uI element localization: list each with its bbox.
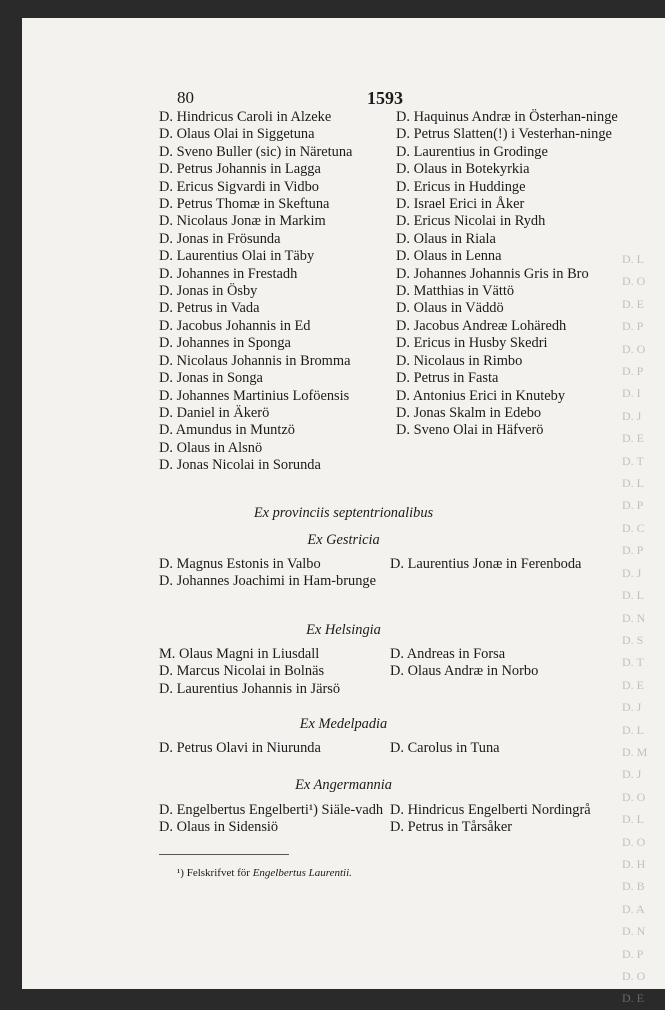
list-item: D. Petrus in Vada	[159, 300, 260, 317]
list-item: D. Olaus in Alsnö	[159, 439, 263, 456]
bleed-line: D. I	[622, 386, 641, 401]
list-item: D. Hindricus Engelberti Nordingrå	[390, 802, 591, 818]
list-item: D. Petrus in Tårsåker	[390, 819, 513, 836]
list-item: D. Johannes Johannis Gris in Bro	[396, 265, 589, 282]
list-item: D. Petrus Olavi in Niurunda	[159, 740, 321, 756]
bleed-line: D. E	[622, 991, 644, 1006]
bleed-line: D. N	[622, 610, 646, 625]
bleed-line: D. P	[622, 946, 644, 961]
medelpadia-left-list	[159, 740, 384, 757]
list-item: D. Petrus Johannis in Lagga	[159, 161, 321, 178]
list-item: D. Jonas in Frösunda	[159, 230, 281, 247]
list-item: D. Petrus in Fasta	[396, 370, 499, 387]
list-item: D. Laurentius in Grodinge	[396, 143, 548, 160]
list-item: D. Engelbertus Engelberti¹) Siäle-vadh	[159, 802, 384, 818]
list-item: D. Carolus in Tuna	[390, 740, 500, 756]
list-item: D. Sveno Buller (sic) in Näretuna	[159, 143, 353, 160]
bleed-line: D. O	[622, 969, 646, 983]
list-item: D. Antonius Erici in Knuteby	[396, 387, 566, 404]
bleed-line: D. A	[622, 901, 645, 916]
bleed-line: D. S	[622, 632, 644, 647]
bleed-line: D. O	[622, 834, 646, 849]
list-item: D. Israel Erici in Åker	[396, 196, 525, 213]
list-item: D. Jonas in Ösby	[159, 283, 258, 300]
list-item: D. Laurentius Johannis in Järsö	[159, 680, 341, 697]
list-item: D. Petrus Slatten(!) i Vesterhan-ninge	[396, 126, 612, 143]
bleed-line: D. O	[622, 341, 646, 356]
bleed-line: D. E	[622, 431, 644, 446]
list-item: D. Ericus Nicolai in Rydh	[396, 213, 546, 230]
list-item: M. Olaus Magni in Liusdall	[159, 646, 320, 662]
page-year-heading: 1593	[367, 88, 403, 108]
bleed-line: D. L	[622, 812, 644, 827]
bleed-line: D. P	[622, 364, 644, 379]
bleed-line: D. J	[622, 767, 642, 782]
gestricia-left-list	[159, 556, 384, 591]
page-number: 80	[177, 88, 194, 107]
bleed-line: D. L	[622, 722, 644, 737]
footnote-italic: Engelbertus Laurentii.	[252, 867, 352, 879]
list-item: D. Haquinus Andræ in Österhan-ninge	[396, 109, 618, 125]
list-item: D. Andreas in Forsa	[390, 646, 506, 662]
list-item: D. Hindricus Caroli in Alzeke	[159, 109, 332, 125]
footnote-text: Felskrifvet för	[186, 867, 250, 879]
gestricia-heading: Ex Gestricia	[307, 532, 380, 548]
bleed-line: D. T	[622, 655, 644, 670]
list-item: D. Magnus Estonis in Valbo	[159, 556, 321, 572]
helsingia-right-list	[390, 646, 650, 681]
footnote-marker: ¹)	[177, 867, 184, 879]
bleed-line: D. P	[622, 498, 644, 513]
list-item: D. Sveno Olai in Häfverö	[396, 422, 544, 439]
helsingia-heading: Ex Helsingia	[306, 622, 381, 638]
list-item: D. Johannes Martinius Loföensis	[159, 387, 350, 404]
list-item: D. Laurentius Olai in Täby	[159, 248, 315, 265]
main-section-heading: Ex provinciis septentrionalibus	[253, 505, 434, 521]
bleed-line: D. E	[622, 296, 644, 311]
list-item: D. Ericus in Husby Skedri	[396, 335, 548, 352]
list-item: D. Olaus in Sidensiö	[159, 819, 279, 836]
list-item: D. Jonas Nicolai in Sorunda	[159, 457, 321, 474]
list-item: D. Nicolaus Johannis in Bromma	[159, 352, 351, 369]
medelpadia-right-list	[390, 740, 650, 757]
bleed-line: D. L	[622, 252, 644, 266]
list-item: D. Nicolaus in Rimbo	[396, 352, 523, 369]
list-item: D. Johannes Joachimi in Ham-brunge	[159, 573, 377, 590]
angermannia-right-list	[390, 802, 650, 837]
list-item: D. Nicolaus Jonæ in Markim	[159, 213, 326, 230]
list-item: D. Jonas in Songa	[159, 370, 263, 387]
list-item: D. Olaus Olai in Siggetuna	[159, 126, 315, 143]
list-item: D. Jonas Skalm in Edebo	[396, 404, 542, 421]
list-item: D. Johannes in Frestadh	[159, 265, 298, 282]
list-item: D. Matthias in Vättö	[396, 283, 515, 300]
list-item: D. Ericus Sigvardi in Vidbo	[159, 178, 319, 195]
list-item: D. Jacobus Johannis in Ed	[159, 317, 311, 334]
bleed-line: D. O	[622, 789, 646, 804]
left-column-list	[159, 109, 384, 475]
bleed-line: D. P	[622, 319, 644, 334]
bleed-line: D. B	[622, 879, 645, 894]
angermannia-left-list	[159, 802, 384, 837]
bleed-line: D. C	[622, 520, 645, 535]
bleed-line: D. M	[622, 744, 648, 759]
list-item: D. Marcus Nicolai in Bolnäs	[159, 663, 325, 680]
footnote	[177, 867, 352, 879]
list-item: D. Petrus Thomæ in Skeftuna	[159, 196, 330, 213]
book-page	[22, 18, 665, 1006]
gestricia-right-list	[390, 556, 650, 573]
right-column-list	[396, 109, 643, 440]
bleed-line: D. P	[622, 543, 644, 558]
bleed-line: D. L	[622, 476, 644, 491]
footnote-rule	[159, 854, 289, 855]
list-item: D. Laurentius Jonæ in Ferenboda	[390, 556, 582, 572]
list-item: D. Jacobus Andreæ Lohäredh	[396, 317, 567, 334]
bleed-line: D. O	[622, 274, 646, 289]
bleed-line: D. N	[622, 924, 646, 939]
bleed-line: D. T	[622, 453, 644, 468]
bleed-line: D. E	[622, 677, 644, 692]
list-item: D. Johannes in Sponga	[159, 335, 291, 352]
bleed-line: D. L	[622, 588, 644, 603]
list-item: D. Amundus in Muntzö	[159, 422, 295, 439]
list-item: D. Olaus Andræ in Norbo	[390, 663, 539, 680]
helsingia-left-list	[159, 646, 384, 698]
angermannia-heading: Ex Angermannia	[295, 777, 392, 793]
bleed-line: D. J	[622, 700, 642, 715]
bleed-line: D. H	[622, 856, 646, 871]
list-item: D. Olaus in Väddö	[396, 300, 504, 317]
medelpadia-heading: Ex Medelpadia	[299, 716, 388, 732]
list-item: D. Ericus in Huddinge	[396, 178, 526, 195]
list-item: D. Daniel in Äkerö	[159, 404, 270, 421]
list-item: D. Olaus in Lenna	[396, 248, 502, 265]
bleed-line: D. J	[622, 565, 642, 580]
list-item: D. Olaus in Botekyrkia	[396, 161, 530, 178]
list-item: D. Olaus in Riala	[396, 230, 496, 247]
bleed-line: D. J	[622, 408, 642, 423]
